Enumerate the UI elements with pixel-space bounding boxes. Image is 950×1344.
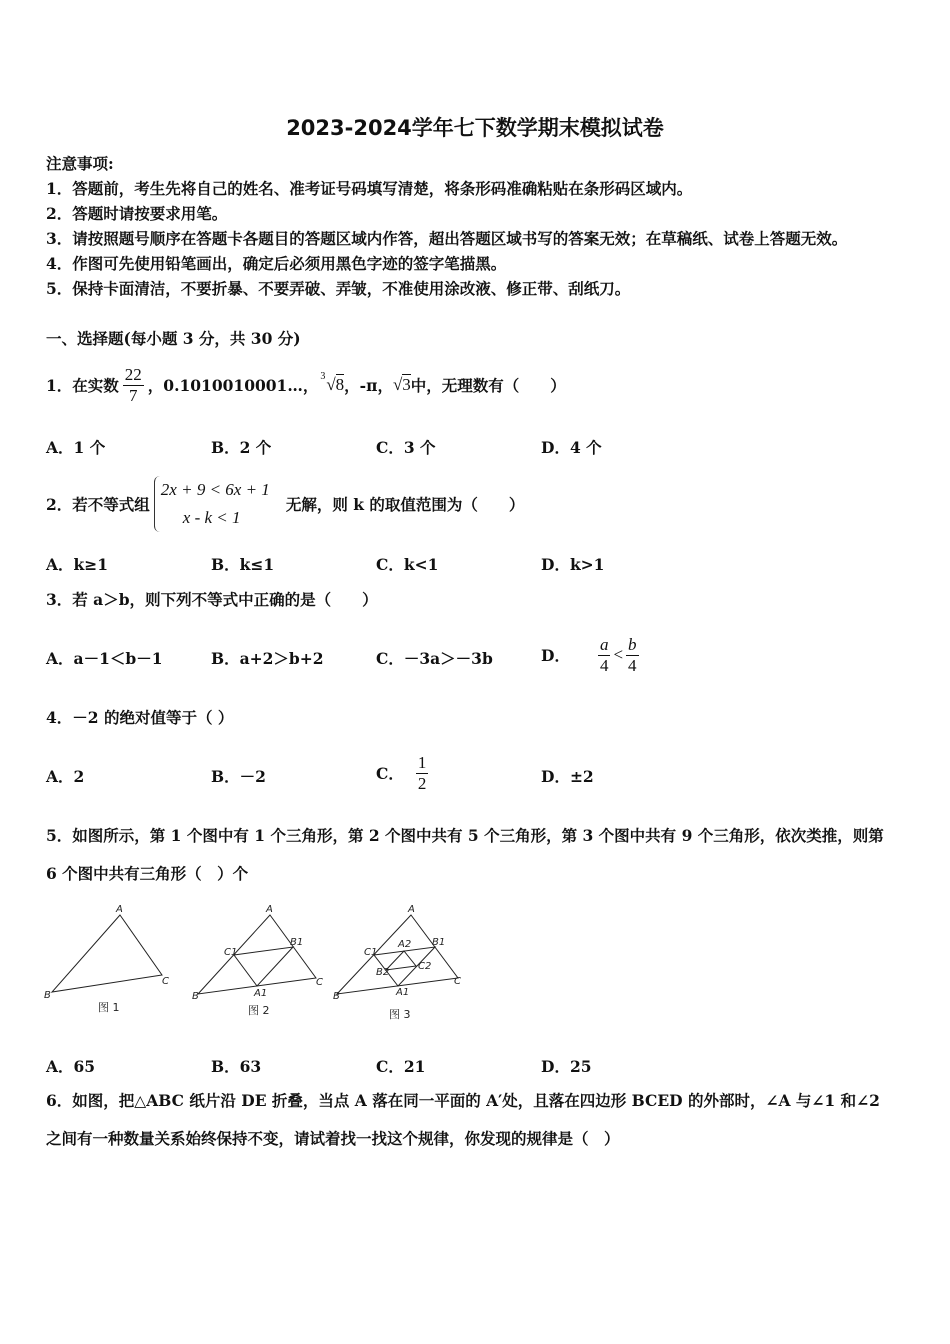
q4-option-c-label: C． — [376, 764, 404, 783]
q2-option-b: B．k≤1 — [211, 555, 275, 574]
fig3-label-C: C — [454, 976, 461, 987]
fig3-label-C2: C2 — [418, 961, 432, 972]
fig2-label-A1: A1 — [254, 988, 268, 999]
fig2-label-C1: C1 — [224, 947, 238, 958]
notice-item: 4．作图可先使用铅笔画出，确定后必须用黑色字迹的签字笔描黑。 — [46, 254, 507, 273]
fig1-label-A: A — [116, 904, 123, 915]
figure-3-caption: 图 3 — [389, 1008, 411, 1021]
question-3: 3．若 a＞b，则下列不等式中正确的是（ ） — [46, 590, 378, 609]
notice-item: 5．保持卡面清洁，不要折暴、不要弄破、弄皱，不准使用涂改液、修正带、刮纸刀。 — [46, 279, 631, 298]
notice-item: 1．答题前，考生先将自己的姓名、准考证号码填写清楚，将条形码准确粘贴在条形码区域内。 — [46, 179, 693, 198]
q1-sqrt-radicand: 3 — [402, 375, 411, 394]
q1-fraction — [123, 365, 144, 405]
q4-frac-num: 1 — [417, 752, 427, 772]
fig2-label-B: B — [192, 991, 199, 1002]
question-5-line-1: 5．如图所示，第 1 个图中有 1 个三角形，第 2 个图中共有 5 个三角形，第 3 个图中共有 9 个三角形，依次类推，则第 — [46, 826, 884, 845]
q1-square-root: √3 — [392, 375, 411, 394]
q2-option-c: C．k<1 — [376, 555, 439, 574]
fig3-label-B2: B2 — [376, 967, 390, 978]
q4-option-a: A．2 — [46, 767, 85, 786]
page-title: 2023-2024学年七下数学期末模拟试卷 — [286, 116, 664, 140]
fig3-label-A: A — [408, 904, 415, 915]
question-6-line-2: 之间有一种数量关系始终保持不变，请试着找一找这个规律，你发现的规律是（ ） — [46, 1129, 620, 1148]
q1-option-c: C．3 个 — [376, 438, 436, 457]
figure-1-caption: 图 1 — [98, 1001, 120, 1014]
q5-option-c: C．21 — [376, 1057, 426, 1076]
figure-3-triangle — [337, 915, 458, 994]
q1-option-d: D．4 个 — [541, 438, 602, 457]
q3-option-c: C．－3a＞－3b — [376, 649, 493, 668]
fig3-label-A2: A2 — [398, 939, 412, 950]
q1-suffix: 中，无理数有（ ） — [410, 376, 566, 395]
q3-option-a: A．a－1＜b－1 — [46, 649, 163, 668]
q5-option-b: B．63 — [211, 1057, 262, 1076]
figure-2-triangle — [198, 915, 316, 994]
q1-mid2: ，-π， — [344, 376, 393, 395]
q1-mid1: ，0.1010010001…， — [147, 376, 319, 395]
q1-option-b: B．2 个 — [211, 438, 272, 457]
fig3-label-C1: C1 — [364, 947, 378, 958]
question-5-line-2: 6 个图中共有三角形（ ）个 — [46, 864, 249, 883]
fig2-label-B1: B1 — [290, 937, 304, 948]
q1-cube-root: 3 √8 — [320, 371, 345, 394]
question-1 — [46, 350, 566, 420]
q1-frac-den: 7 — [123, 385, 144, 406]
q1-frac-num: 22 — [124, 364, 142, 384]
fig1-label-B: B — [44, 990, 51, 1001]
q2-eq1: 2x + 9 < 6x + 1 — [160, 480, 270, 499]
q2-option-a: A．k≥1 — [46, 555, 109, 574]
q1-prefix: 1．在实数 — [46, 376, 119, 395]
q2-eq2: x - k < 1 — [182, 508, 241, 527]
notice-item: 2．答题时请按要求用笔。 — [46, 204, 228, 223]
notice-item: 3．请按照题号顺序在答题卡各题目的答题区域内作答，超出答题区域书写的答案无效；在草稿纸、试卷上答题无效。 — [46, 229, 848, 248]
q3-frac-b — [626, 635, 639, 675]
q3-less-than: < — [613, 645, 624, 664]
question-2 — [46, 466, 524, 542]
q1-cbrt-index: 3 — [320, 371, 326, 382]
q2-prefix: 2．若不等式组 — [46, 495, 150, 514]
figure-2-inner-triangle — [234, 947, 293, 986]
q2-suffix: 无解，则 k 的取值范围为（ ） — [285, 495, 525, 514]
fig3-label-B: B — [333, 991, 340, 1002]
q3-frac-a — [598, 635, 611, 675]
fig3-label-A1: A1 — [396, 987, 410, 998]
q4-frac-den: 2 — [417, 773, 427, 793]
q4-option-b: B．－2 — [211, 767, 266, 786]
q5-option-a: A．65 — [46, 1057, 96, 1076]
fig2-label-A: A — [266, 904, 273, 915]
q5-option-d: D．25 — [541, 1057, 592, 1076]
q3-frac-b-den: 4 — [628, 655, 637, 675]
q4-frac — [416, 753, 429, 793]
q3-option-d — [541, 620, 639, 690]
q3-option-d-label: D． — [541, 646, 570, 665]
q1-cbrt-radicand: 8 — [335, 375, 345, 394]
fig2-label-C: C — [316, 977, 323, 988]
figure-1-triangle — [52, 915, 162, 992]
fig1-label-C: C — [162, 976, 169, 987]
notice-heading: 注意事项: — [46, 154, 114, 173]
figure-3-inner-triangle — [386, 951, 416, 970]
figure-2-caption: 图 2 — [248, 1004, 270, 1017]
q3-option-b: B．a+2＞b+2 — [211, 649, 324, 668]
q4-option-c — [376, 738, 428, 808]
q3-frac-b-num: b — [628, 634, 637, 654]
q2-option-d: D．k>1 — [541, 555, 605, 574]
q3-frac-a-den: 4 — [599, 655, 609, 675]
fig3-label-B1: B1 — [432, 937, 446, 948]
q4-option-d: D．±2 — [541, 767, 594, 786]
q5-triangle-figures — [40, 900, 480, 1030]
q1-option-a: A．1 个 — [46, 438, 106, 457]
q3-frac-a-num: a — [599, 634, 609, 654]
question-4: 4．－2 的绝对值等于（ ） — [46, 708, 234, 727]
section-heading: 一、选择题(每小题 3 分，共 30 分) — [46, 329, 301, 348]
question-6-line-1: 6．如图，把△ABC 纸片沿 DE 折叠，当点 A 落在同一平面的 A′处，且落在四边形 BCED 的外部时，∠A 与∠1 和∠2 — [46, 1091, 880, 1110]
q2-inequality-system — [154, 476, 270, 532]
